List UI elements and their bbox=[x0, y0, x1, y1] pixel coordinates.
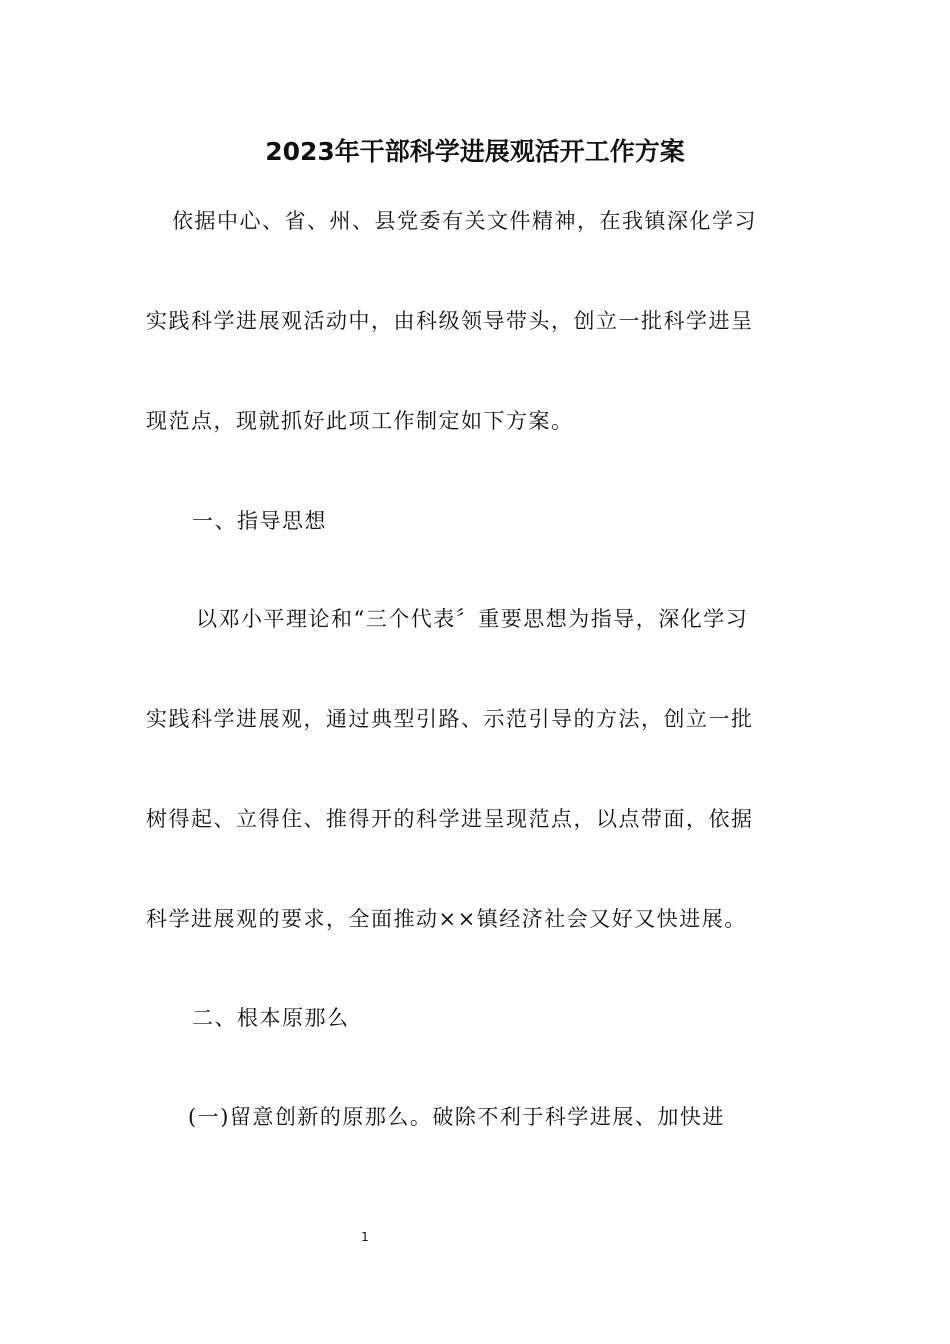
guiding-line-3: 树得起、立得住、推得开的科学进呈现范点，以点带面，依据 bbox=[146, 807, 754, 831]
guiding-line-2: 实践科学进展观，通过典型引路、示范引导的方法，创立一批 bbox=[146, 707, 754, 731]
page-number: 1 bbox=[361, 1230, 369, 1244]
intro-line-3: 现范点，现就抓好此项工作制定如下方案。 bbox=[146, 409, 574, 433]
section-heading-basic-principles: 二、根本原那么 bbox=[192, 1006, 350, 1030]
guiding-line-4: 科学进展观的要求，全面推动××镇经济社会又好又快进展。 bbox=[146, 907, 747, 931]
principle-line-1: (一)留意创新的原那么。破除不利于科学进展、加快进 bbox=[188, 1105, 725, 1129]
intro-line-2: 实践科学进展观活动中，由科级领导带头，创立一批科学进呈 bbox=[146, 309, 754, 333]
intro-line-1: 依据中心、省、州、县党委有关文件精神，在我镇深化学习 bbox=[172, 209, 757, 233]
section-heading-guiding-thought: 一、指导思想 bbox=[192, 509, 327, 533]
document-title: 2023年干部科学进展观活开工作方案 bbox=[265, 137, 685, 166]
guiding-line-1: 以邓小平理论和“三个代表〞重要思想为指导，深化学习 bbox=[196, 607, 749, 631]
